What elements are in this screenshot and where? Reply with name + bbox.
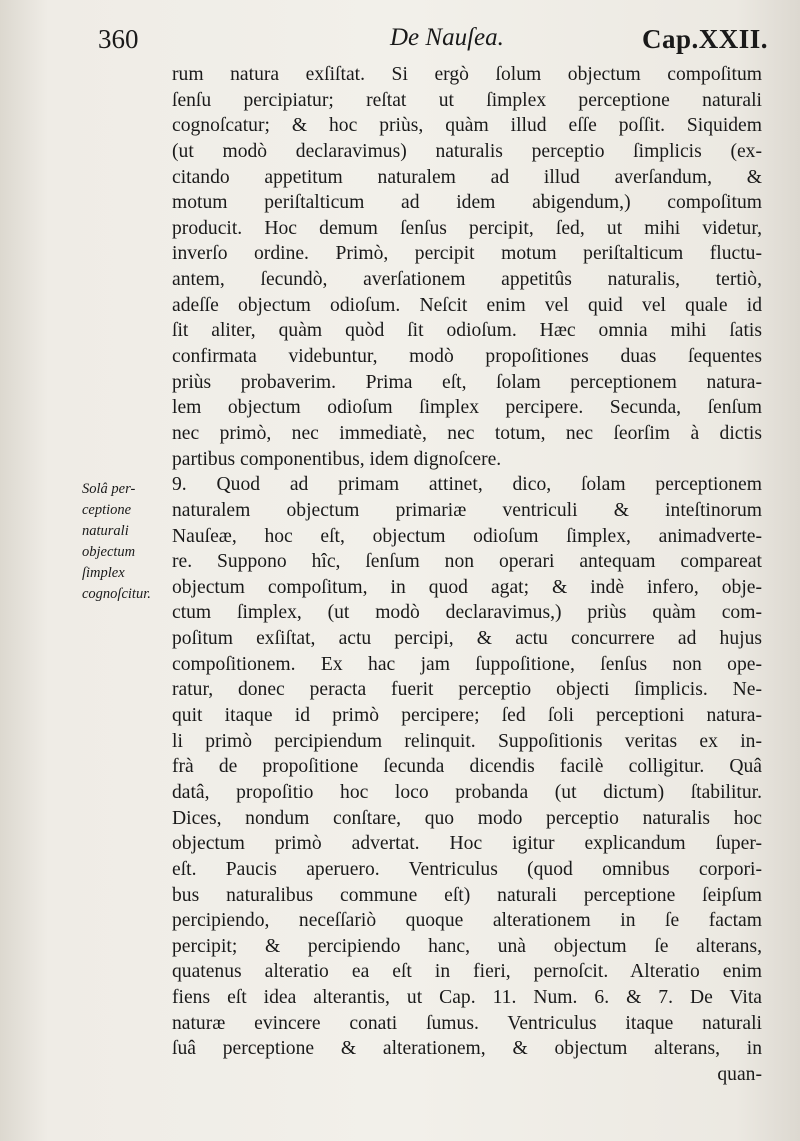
text-line: priùs probaverim. Prima eſt, ſolam perceptionem natura- (172, 371, 762, 393)
text-line: Nauſeæ, hoc eſt, objectum odioſum ſimplex, animadverte- (172, 525, 762, 547)
margin-note-line: cognoſcitur. (82, 586, 151, 602)
text-line: antem, ſecundò, averſationem appetitûs naturalis, tertiò, (172, 269, 762, 291)
text-line: ctum ſimplex, (ut modò declaravimus,) priùs quàm com- (172, 602, 762, 624)
text-line: poſitum exſiſtat, actu percipi, & actu concurrere ad hujus (172, 628, 762, 650)
text-line: Dices, nondum conſtare, quo modo perceptio naturalis hoc (172, 807, 762, 829)
text-line: 9. Quod ad primam attinet, dico, ſolam perceptionem (172, 474, 762, 496)
text-line: inverſo ordine. Primò, percipit motum periſtalticum fluctu- (172, 243, 762, 265)
text-line: (ut modò declaravimus) naturalis perceptio ſimplicis (ex- (172, 140, 762, 162)
text-line: ratur, donec peracta fuerit perceptio objecti ſimplicis. Ne- (172, 679, 762, 701)
margin-note-line: ſimplex (82, 565, 125, 581)
text-line: adeſſe objectum odioſum. Neſcit enim vel quid vel quale id (172, 294, 762, 316)
text-line: compoſitionem. Ex hac jam ſuppoſitione, ſenſus non ope- (172, 653, 762, 675)
text-line: nec primò, nec immediatè, nec totum, nec ſeorſim à dictis (172, 422, 762, 444)
text-line: quit itaque id primò percipere; ſed ſoli perceptioni natura- (172, 705, 762, 727)
margin-note-line: objectum (82, 544, 136, 560)
text-line: objectum compoſitum, in quod agat; & indè infero, obje- (172, 576, 762, 598)
text-line: ſenſu percipiatur; reſtat ut ſimplex perceptione naturali (172, 89, 762, 111)
text-line: li primò percipiendum relinquit. Suppoſitionis veritas ex in- (172, 730, 762, 752)
text-line: naturæ evincere conati ſumus. Ventriculus itaque naturali (172, 1012, 762, 1034)
margin-note-line: ceptione (82, 502, 132, 518)
text-line: quatenus alteratio ea eſt in fieri, pernoſcit. Alteratio enim (172, 961, 762, 983)
page-header (98, 22, 768, 62)
text-line: frà de propoſitione ſecunda dicendis facilè colligitur. Quâ (172, 756, 762, 778)
text-line: bus naturalibus commune eſt) naturali perceptione ſeipſum (172, 884, 762, 906)
text-line: partibus componentibus, idem dignoſcere. (172, 448, 502, 470)
text-line: fiens eſt idea alterantis, ut Cap. 11. Num. 6. & 7. De Vita (172, 987, 762, 1009)
text-line: confirmata videbuntur, modò propoſitiones duas ſequentes (172, 346, 762, 368)
text-line: rum natura exſiſtat. Si ergò ſolum objectum compoſitum (172, 64, 762, 85)
text-line: naturalem objectum primariæ ventriculi & inteſtinorum (172, 499, 762, 521)
catchword: quan- (717, 1063, 762, 1085)
text-line: lem objectum odioſum ſimplex percipere. Secunda, ſenſum (172, 397, 762, 419)
text-line: percipiendo, neceſſariò quoque alterationem in ſe factam (172, 910, 762, 932)
text-line: motum periſtalticum ad idem abigendum,) compoſitum (172, 192, 762, 214)
page-number: 360 (98, 24, 139, 54)
text-line: citando appetitum naturalem ad illud averſandum, & (172, 166, 762, 188)
text-line: re. Suppono hîc, ſenſum non operari antequam compareat (172, 551, 762, 573)
text-line: percipit; & percipiendo hanc, unà objectum ſe alterans, (172, 935, 762, 957)
body-text (172, 62, 762, 1088)
text-line: datâ, propoſitio hoc loco probanda (ut dictum) ſtabilitur. (172, 781, 762, 803)
margin-note-line: Solâ per- (82, 481, 136, 497)
text-line: producit. Hoc demum ſenſus percipit, ſed, ut mihi videtur, (172, 217, 762, 239)
text-line: cognoſcatur; & hoc priùs, quàm illud eſſe poſſit. Siquidem (172, 115, 762, 137)
text-line: objectum primò advertat. Hoc igitur explicandum ſuper- (172, 833, 762, 855)
text-line: eſt. Paucis aperuero. Ventriculus (quod omnibus corpori- (172, 858, 762, 880)
running-title: De Nauſea. (390, 24, 504, 51)
marginal-note (82, 479, 174, 605)
margin-note-line: naturali (82, 523, 129, 539)
chapter-heading: Cap.XXII. (641, 24, 768, 54)
text-line: ſuâ perceptione & alterationem, & objectum alterans, in (172, 1038, 762, 1060)
text-line: ſit aliter, quàm quòd ſit odioſum. Hæc omnia mihi ſatis (172, 320, 762, 342)
